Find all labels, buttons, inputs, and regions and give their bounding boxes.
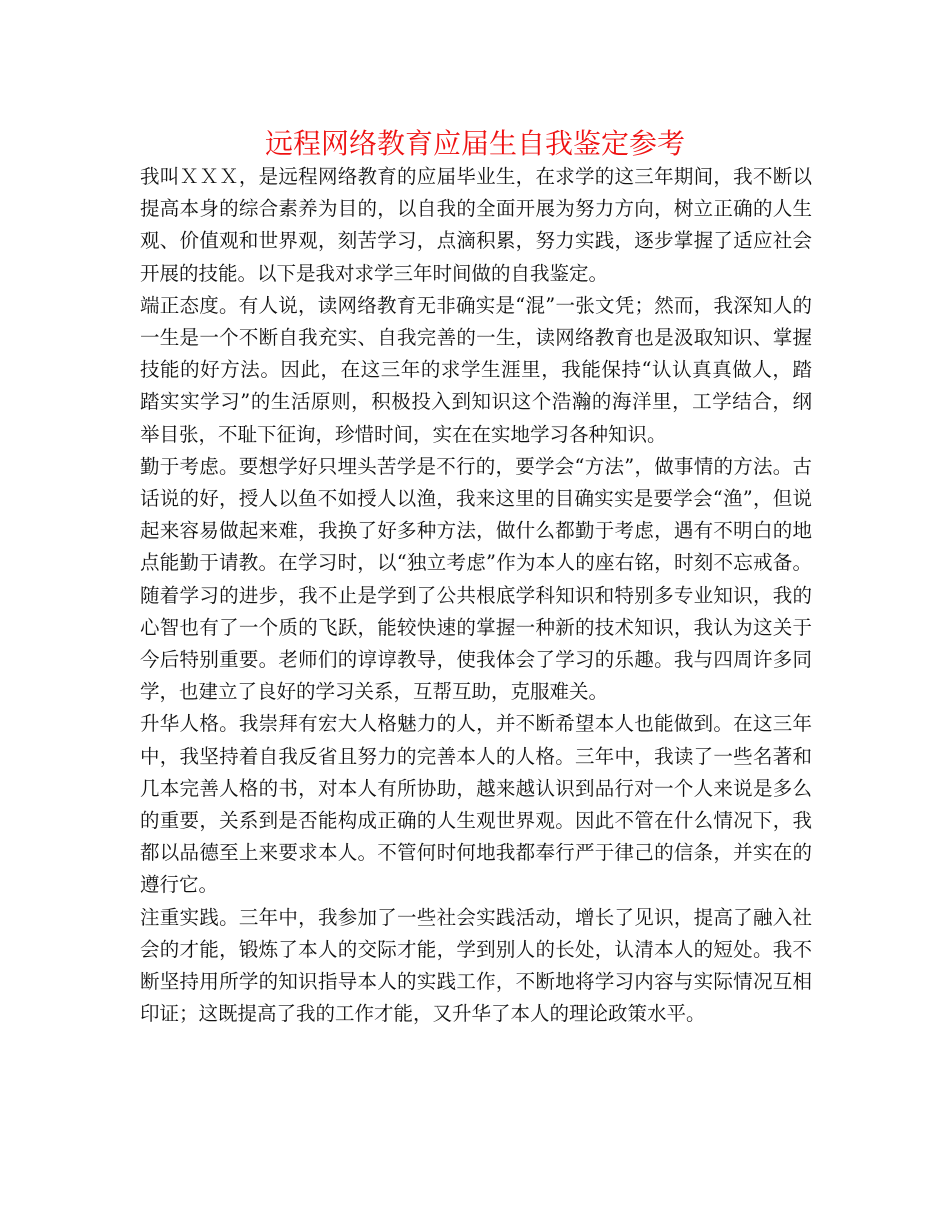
paragraph-intro: 我叫ＸＸＸ，是远程网络教育的应届毕业生，在求学的这三年期间，我不断以提高本身的综合素养为目的，以自我的全面开展为努力方向，树立正确的人生观、价值观和世界观，刻苦学习，点滴积累，努力实践，逐步掌握了适应社会开展的技能。以下是我对求学三年时间做的自我鉴定。 [140,165,812,285]
document-title: 远程网络教育应届生自我鉴定参考 [264,127,685,160]
paragraph-attitude: 端正态度。有人说，读网络教育无非确实是“混”一张文凭；然而，我深知人的一生是一个不断自我充实、自我完善的一生，读网络教育也是汲取知识、掌握技能的好方法。因此，在这三年的求学生涯里，我能保持“认认真真做人，踏踏实实学习”的生活原则，积极投入到知识这个浩瀚的海洋里，工学结合，纲举目张，不耻下征询，珍惜时间，实在在实地学习各种知识。 [140,293,812,446]
paragraph-thinking: 勤于考虑。要想学好只埋头苦学是不行的，要学会“方法”，做事情的方法。古话说的好，授人以鱼不如授人以渔，我来这里的目确实实是要学会“渔”，但说起来容易做起来难，我换了好多种方法，做什么都勤于考虑，遇有不明白的地点能勤于请教。在学习时，以“独立考虑”作为本人的座右铭，时刻不忘戒备。随着学习的进步，我不止是学到了公共根底学科知识和特别多专业知识，我的心智也有了一个质的飞跃，能较快速的掌握一种新的技术知识，我认为这关于今后特别重要。老师们的谆谆教导，使我体会了学习的乐趣。我与四周许多同学，也建立了良好的学习关系，互帮互助，克服难关。 [140,454,812,704]
paragraph-character: 升华人格。我崇拜有宏大人格魅力的人，并不断希望本人也能做到。在这三年中，我坚持着自我反省且努力的完善本人的人格。三年中，我读了一些名著和几本完善人格的书，对本人有所协助，越来越认识到品行对一个人来说是多么的重要，关系到是否能构成正确的人生观世界观。因此不管在什么情况下，我都以品德至上来要求本人。不管何时何地我都奉行严于律己的信条，并实在的遵行它。 [140,712,812,897]
paragraph-practice: 注重实践。三年中，我参加了一些社会实践活动，增长了见识，提高了融入社会的才能，锻炼了本人的交际才能，学到别人的长处，认清本人的短处。我不断坚持用所学的知识指导本人的实践工作，不断地将学习内容与实际情况互相印证；这既提高了我的工作才能，又升华了本人的理论政策水平。 [140,905,812,1026]
document-body [140,161,812,1030]
